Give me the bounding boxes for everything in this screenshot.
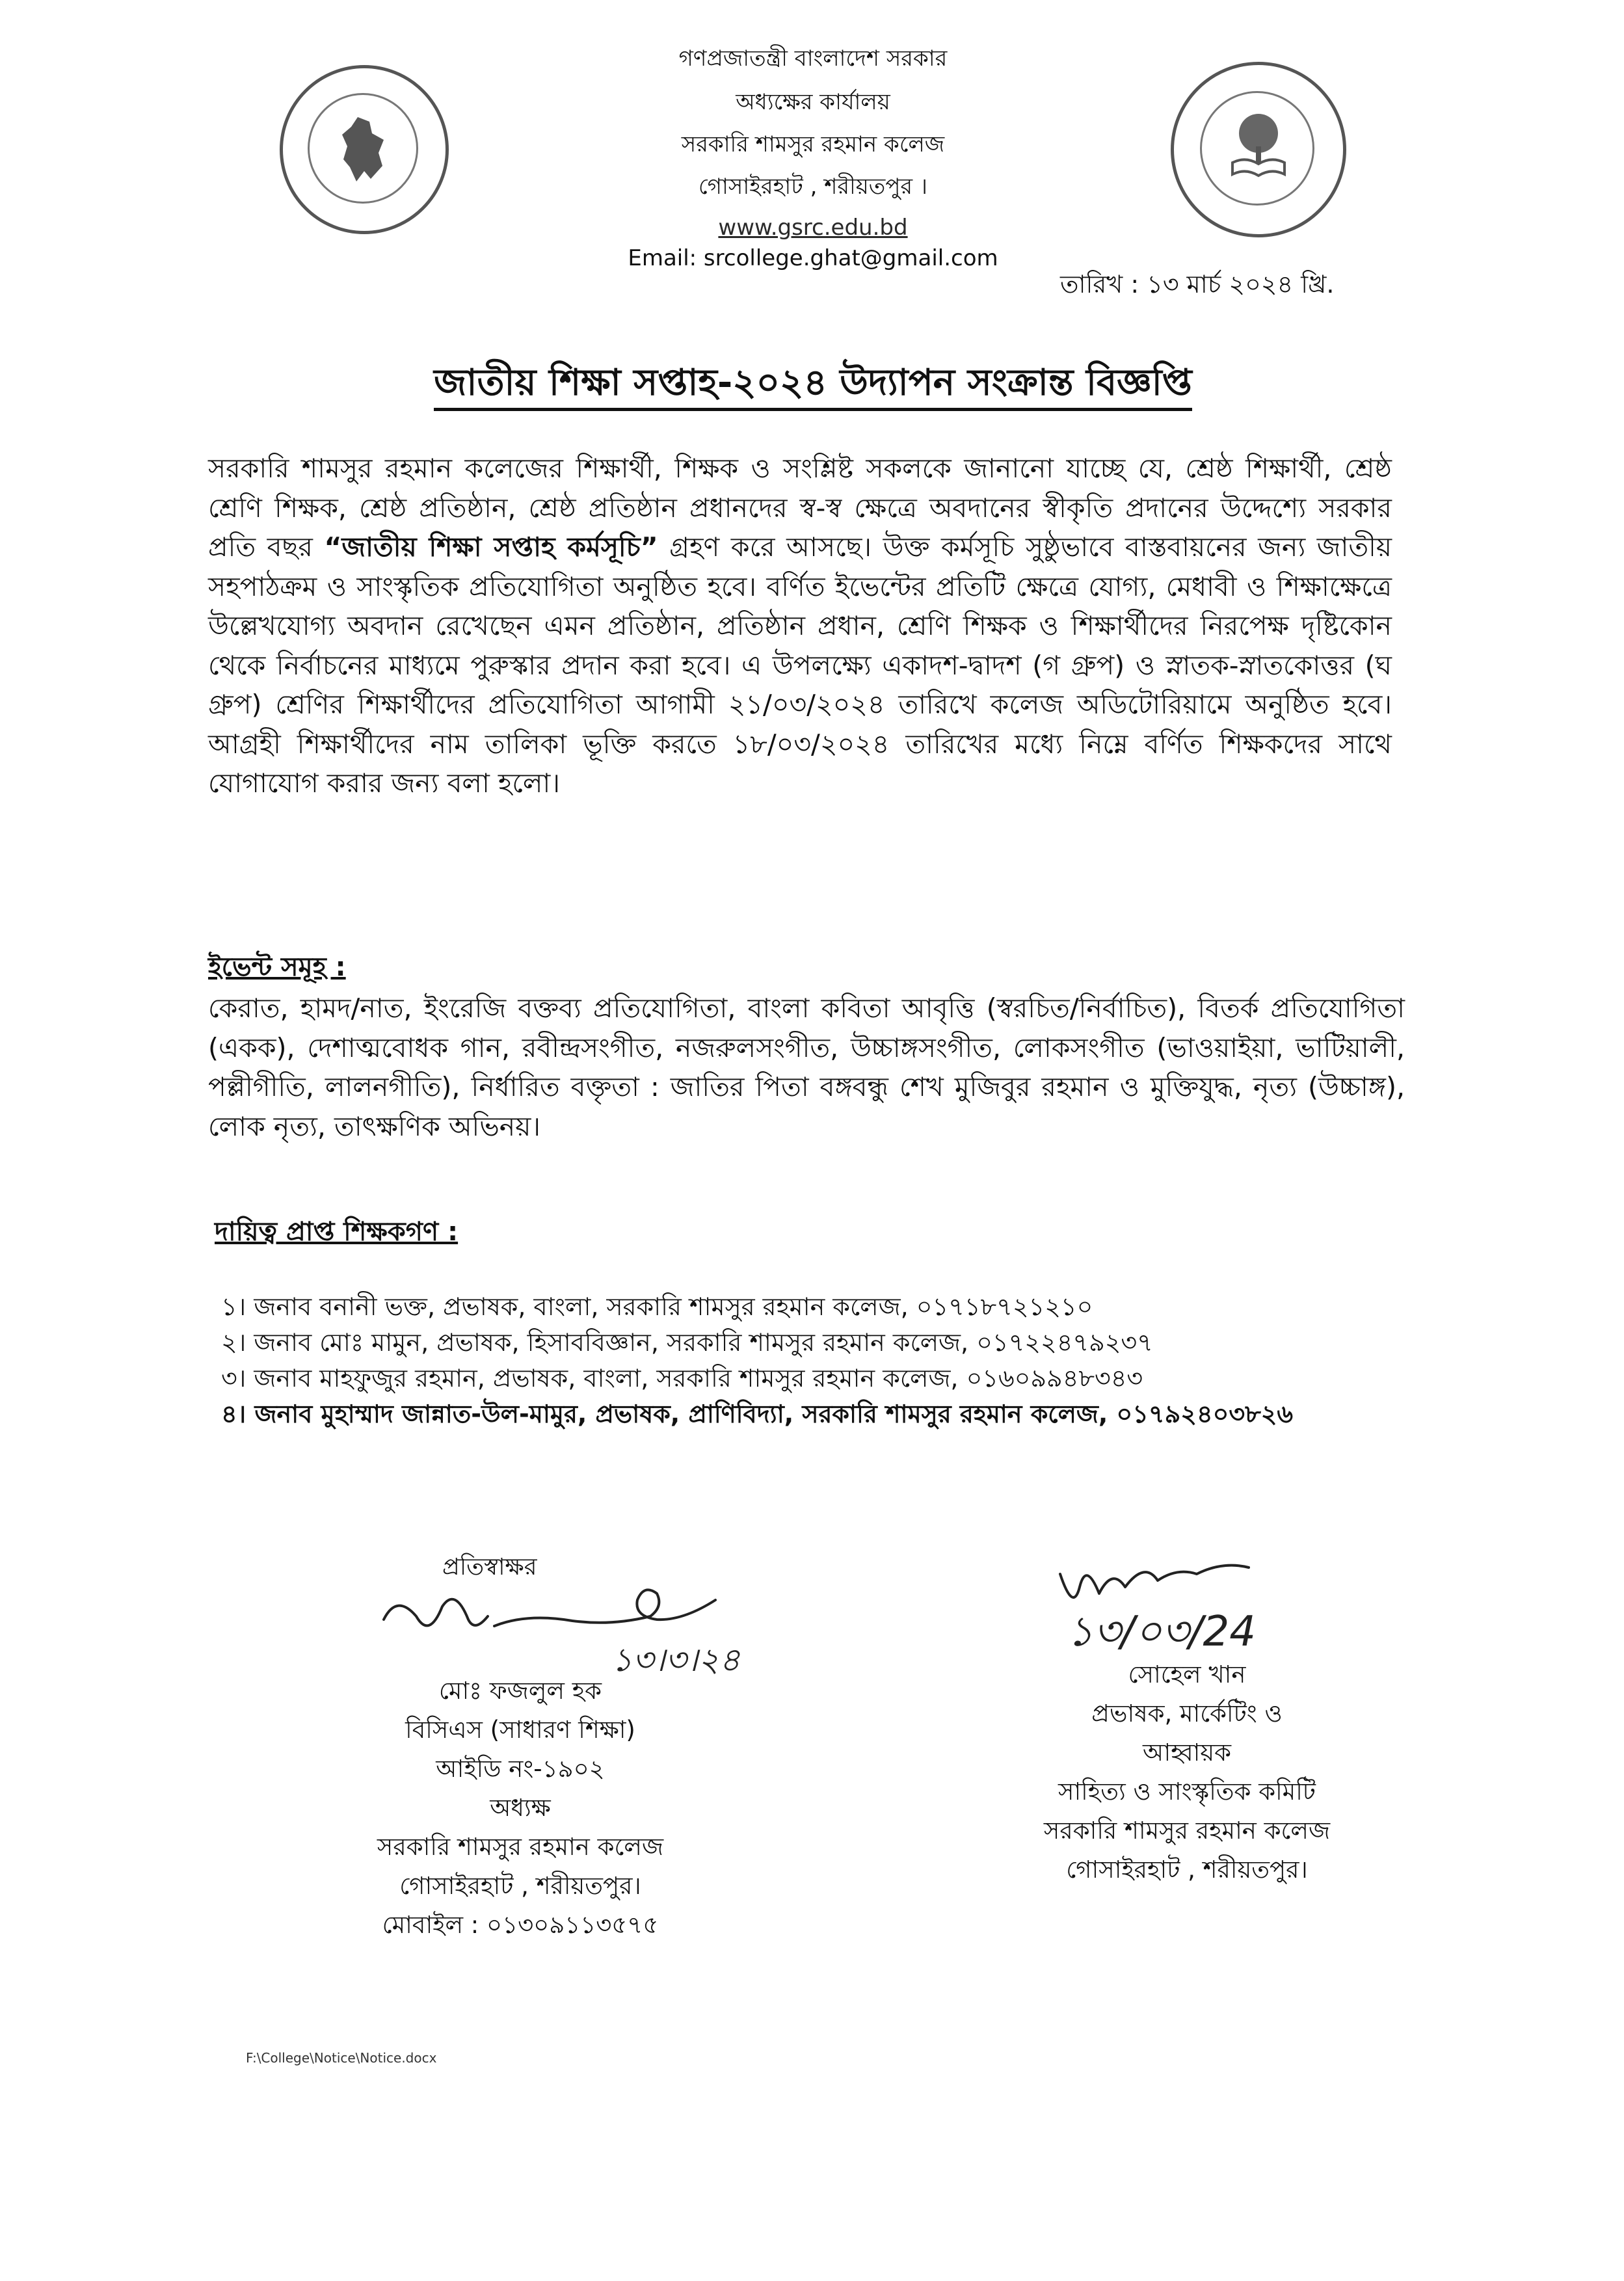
bangladesh-map-icon <box>338 114 390 185</box>
convener-name: সোহেল খান <box>1128 1661 1246 1688</box>
convener-handwritten-date: ১৩/০৩/24 <box>1067 1608 1256 1656</box>
email-text: Email: srcollege.ghat@gmail.com <box>628 245 998 271</box>
teacher-item: ২। জনাব মোঃ মামুন, প্রভাষক, হিসাববিজ্ঞান, সরকারি শামসুর রহমান কলেজ, ০১৭২২৪৭৯২৩৭ <box>221 1328 1153 1357</box>
principal-cadre: বিসিএস (সাধারণ শিক্ষা) <box>405 1716 635 1744</box>
notice-body <box>208 449 1392 803</box>
events-list: কেরাত, হামদ/নাত, ইংরেজি বক্তব্য প্রতিযোগিতা, বাংলা কবিতা আবৃত্তি (স্বরচিত/নির্বাচিত), বিতর্ক প্রতিযোগিতা (একক), দেশাত্মবোধক গান, রবীন্দ্রসংগীত, নজরুলসংগীত, উচ্চাঙ্গসংগীত, লোকসংগীত (ভাওয়াইয়া, ভাটিয়ালী, পল্লীগীতি, লালনগীতি), নির্ধারিত বক্তৃতা : জাতির পিতা বঙ্গবন্ধু শেখ মুজিবুর রহমান ও মুক্তিযুদ্ধ, নৃত্য (উচ্চাঙ্গ), লোক নৃত্য, তাৎক্ষণিক অভিনয়। <box>208 993 1405 1142</box>
teachers-heading: দায়িত্ব প্রাপ্ত শিক্ষকগণ : <box>215 1217 459 1247</box>
principal-handwritten-date: ১৩।৩।২৪ <box>611 1641 741 1679</box>
teacher-item: ১। জনাব বনানী ভক্ত, প্রভাষক, বাংলা, সরকারি শামসুর রহমান কলেজ, ০১৭১৮৭২১২১০ <box>221 1292 1093 1321</box>
file-path: F:\College\Notice\Notice.docx <box>246 2050 437 2066</box>
principal-mobile: মোবাইল : ০১৩০৯১১৩৫৭৫ <box>382 1911 659 1939</box>
principal-college: সরকারি শামসুর রহমান কলেজ <box>377 1833 664 1861</box>
events-heading: ইভেন্ট সমূহ : <box>208 952 346 982</box>
notice-date: তারিখ : ১৩ মার্চ ২০২৪ খ্রি. <box>1060 270 1335 299</box>
principal-name: মোঃ ফজলুল হক <box>438 1677 602 1705</box>
notice-body-program: “জাতীয় শিক্ষা সপ্তাহ কর্মসূচি” <box>324 531 658 563</box>
teacher-item: ৩। জনাব মাহফুজুর রহমান, প্রভাষক, বাংলা, সরকারি শামসুর রহমান কলেজ, ০১৬০৯৯৪৮৩৪৩ <box>221 1364 1143 1393</box>
government-name: গণপ্রজাতন্ত্রী বাংলাদেশ সরকার <box>678 46 948 72</box>
convener-role: আহ্বায়ক <box>1142 1739 1232 1767</box>
office-name: অধ্যক্ষের কার্যালয় <box>736 89 890 115</box>
tree-book-icon <box>1226 111 1291 182</box>
convener-committee: সাহিত্য ও সাংস্কৃতিক কমিটি <box>1058 1778 1316 1806</box>
college-address: গোসাইরহাট , শরীয়তপুর । <box>698 174 928 200</box>
notice-body-part2: গ্রহণ করে আসছে। উক্ত কর্মসূচি সুষ্ঠুভাবে বাস্তবায়নের জন্য জাতীয় সহপাঠক্রম ও সাংস্কৃতিক প্রতিযোগিতা অনুষ্ঠিত হবে। বর্ণিত ইভেন্টের প্রতিটি ক্ষেত্রে যোগ্য, মেধাবী ও শিক্ষাক্ষেত্রে উল্লেখযোগ্য অবদান রেখেছেন এমন প্রতিষ্ঠান, প্রতিষ্ঠান প্রধান, শ্রেণি শিক্ষক ও শিক্ষার্থীদের নিরপেক্ষ দৃষ্টিকোন থেকে নির্বাচনের মাধ্যমে পুরুস্কার প্রদান করা হবে। এ উপলক্ষ্যে একাদশ-দ্বাদশ (গ গ্রুপ) ও স্নাতক-স্নাতকোত্তর (ঘ গ্রুপ) শ্রেণির শিক্ষার্থীদের প্রতিযোগিতা আগামী ২১/০৩/২০২৪ তারিখে কলেজ অডিটোরিয়ামে অনুষ্ঠিত হবে। আগ্রহী শিক্ষার্থীদের নাম তালিকা ভূক্তি করতে ১৮/০৩/২০২৪ তারিখের মধ্যে নিম্নে বর্ণিত শিক্ষকদের সাথে যোগাযোগ করার জন্য বলা হলো। <box>208 531 1392 799</box>
teacher-item: ৪। জনাব মুহাম্মাদ জান্নাত-উল-মামুর, প্রভাষক, প্রাণিবিদ্যা, সরকারি শামসুর রহমান কলেজ, ০১৭৯২৪০৩৮২৬ <box>221 1400 1294 1428</box>
convener-address: গোসাইরহাট , শরীয়তপুর। <box>1066 1856 1308 1884</box>
college-name: সরকারি শামসুর রহমান কলেজ <box>681 131 945 157</box>
convener-designation: প্রভাষক, মার্কেটিং ও <box>1091 1700 1283 1727</box>
convener-college: সরকারি শামসুর রহমান কলেজ <box>1043 1817 1331 1845</box>
education-seal <box>1171 62 1346 237</box>
principal-designation: অধ্যক্ষ <box>490 1794 551 1822</box>
notice-title <box>195 354 1431 416</box>
website-link[interactable]: www.gsrc.edu.bd <box>718 215 908 241</box>
notice-body-part1: সরকারি শামসুর রহমান কলেজের শিক্ষার্থী, শিক্ষক ও সংশ্লিষ্ট সকলকে জানানো যাচ্ছে যে, শ্রেষ্ঠ শিক্ষার্থী, শ্রেষ্ঠ শ্রেণি শিক্ষক, শ্রেষ্ঠ প্রতিষ্ঠান, শ্রেষ্ঠ প্রতিষ্ঠান প্রধানদের স্ব-স্ব ক্ষেত্রে অবদানের স্বীকৃতি প্রদানের উদ্দেশ্যে সরকার প্রতি বছর <box>208 453 1392 563</box>
notice-title-text: জাতীয় শিক্ষা সপ্তাহ-২০২৪ উদ্যাপন সংক্রান্ত বিজ্ঞপ্তি <box>434 362 1192 411</box>
principal-address: গোসাইরহাট , শরীয়তপুর। <box>399 1872 641 1900</box>
principal-id: আইডি নং-১৯০২ <box>436 1755 605 1783</box>
countersign-label: প্রতিস্বাক্ষর <box>442 1554 537 1581</box>
government-seal <box>280 65 449 234</box>
